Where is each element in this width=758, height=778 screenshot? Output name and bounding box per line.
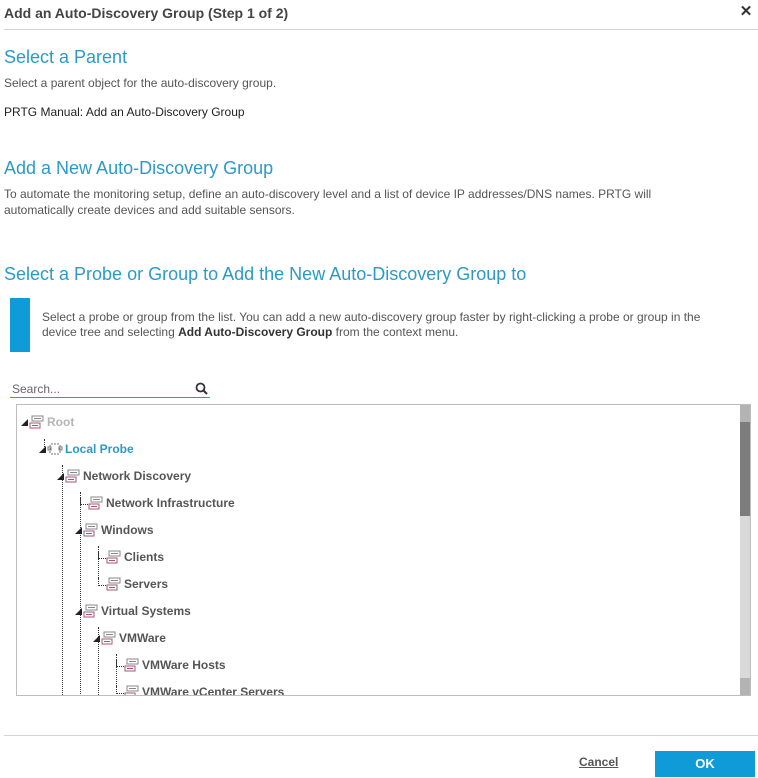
tree-node-vmware-vcenter-servers[interactable]: VMWare vCenter Servers — [116, 682, 284, 695]
group-icon — [29, 415, 45, 429]
section-title-new-group: Add a New Auto-Discovery Group — [4, 158, 274, 178]
group-icon — [124, 658, 140, 672]
tree-node-local-probe[interactable]: Local Probe — [39, 439, 134, 459]
group-icon — [65, 469, 81, 483]
tree-node-network-discovery[interactable]: Network Discovery — [57, 466, 191, 486]
manual-link[interactable]: PRTG Manual: Add an Auto-Discovery Group — [4, 105, 245, 119]
tree-scrollbar[interactable] — [740, 405, 750, 695]
section-text-select-parent: Select a parent object for the auto-discovery group. — [4, 76, 277, 90]
tree-viewport — [17, 405, 739, 695]
header-divider — [4, 29, 758, 30]
info-text: Select a probe or group from the list. You can add a new auto-discovery group faster by right-clicking a probe or group in the device tree and selecting Add Auto-Discovery Group from the context menu. — [42, 310, 701, 339]
info-box — [10, 298, 740, 352]
expanded-triangle-icon[interactable] — [39, 446, 46, 453]
tree-leaf-connector — [98, 578, 106, 586]
search-icon[interactable] — [195, 382, 208, 395]
footer-divider — [4, 735, 758, 736]
expanded-triangle-icon[interactable] — [75, 608, 82, 615]
device-tree[interactable] — [16, 404, 751, 696]
section-text-new-group: To automate the monitoring setup, define an auto-discovery level and a list of device IP addresses/DNS names. PRTG will automatically create devices and add suitable sensors. — [4, 187, 652, 217]
cancel-button[interactable]: Cancel — [579, 755, 619, 769]
group-icon — [83, 604, 99, 618]
section-title-select-parent: Select a Parent — [4, 47, 128, 67]
ok-button[interactable]: OK — [655, 751, 755, 777]
info-bold-text: Add Auto-Discovery Group — [178, 325, 333, 339]
group-icon — [106, 577, 122, 591]
tree-leaf-connector — [116, 659, 124, 667]
tree-node-servers[interactable]: Servers — [98, 574, 168, 594]
search-field — [10, 380, 210, 398]
tree-node-root[interactable]: Root — [21, 412, 74, 432]
probe-icon — [47, 442, 63, 456]
expanded-triangle-icon[interactable] — [21, 419, 28, 426]
tree-node-network-infrastructure[interactable]: Network Infrastructure — [80, 493, 235, 513]
scroll-thumb[interactable] — [740, 422, 750, 516]
group-icon — [83, 523, 99, 537]
group-icon — [101, 631, 117, 645]
scroll-up-cap[interactable] — [740, 405, 750, 422]
tree-node-windows[interactable]: Windows — [75, 520, 154, 540]
group-icon — [124, 685, 140, 695]
expanded-triangle-icon[interactable] — [93, 635, 100, 642]
tree-connector — [62, 465, 63, 695]
tree-node-clients[interactable]: Clients — [98, 547, 164, 567]
tree-leaf-connector — [80, 497, 88, 505]
search-input[interactable] — [10, 381, 185, 398]
expanded-triangle-icon[interactable] — [75, 527, 82, 534]
section-title-select-probe: Select a Probe or Group to Add the New Auto-Discovery Group to — [4, 264, 527, 284]
group-icon — [88, 496, 104, 510]
dialog-title: Add an Auto-Discovery Group (Step 1 of 2) — [4, 5, 289, 21]
close-icon[interactable]: ✕ — [739, 3, 753, 20]
expanded-triangle-icon[interactable] — [57, 473, 64, 480]
tree-node-virtual-systems[interactable]: Virtual Systems — [75, 601, 191, 621]
tree-node-vmware[interactable]: VMWare — [93, 628, 166, 648]
group-icon — [106, 550, 122, 564]
tree-node-vmware-hosts[interactable]: VMWare Hosts — [116, 655, 226, 675]
info-accent-bar — [10, 298, 30, 352]
tree-leaf-connector — [116, 686, 124, 694]
tree-leaf-connector — [98, 551, 106, 559]
scroll-down-cap[interactable] — [740, 678, 750, 695]
